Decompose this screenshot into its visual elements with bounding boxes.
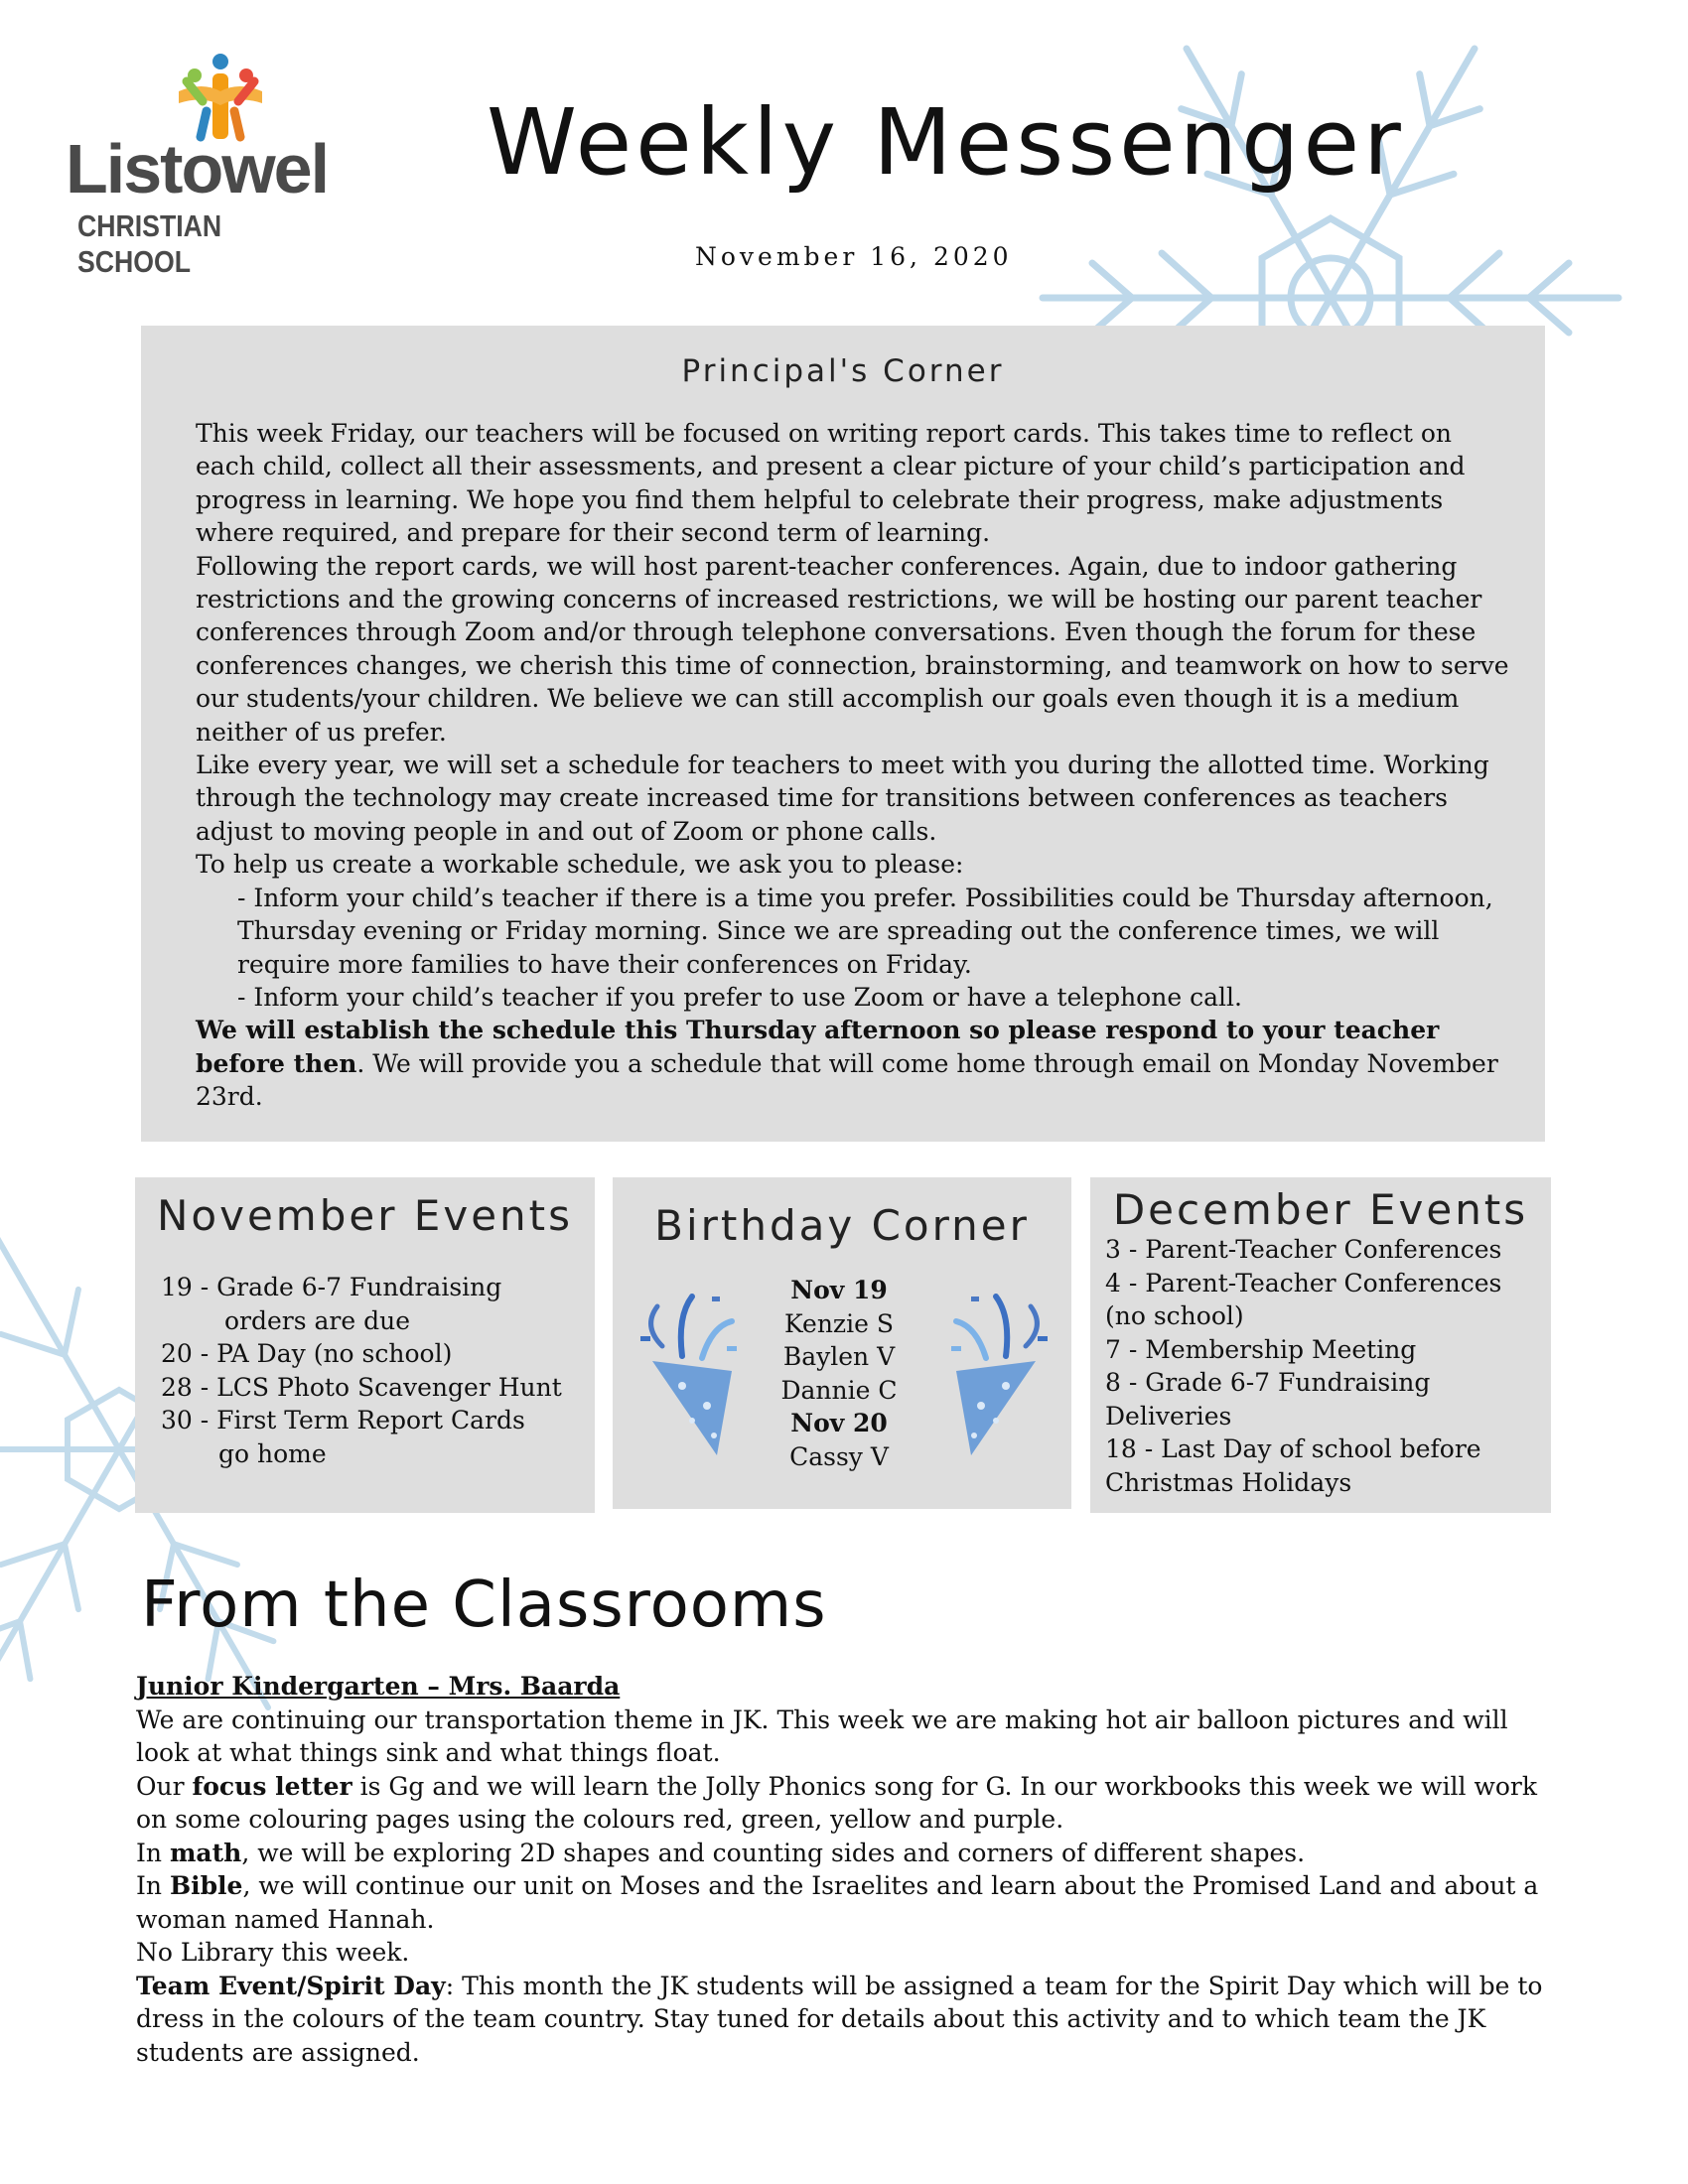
logo-name: Listowel [66,130,329,207]
principals-corner-panel [141,326,1545,1142]
principal-closing-rest: . We will provide you a schedule that will come home through email on Monday November 23rd. [196,1048,1498,1112]
november-event-line: 30 - First Term Report Cards [161,1406,525,1434]
december-events-list [1105,1233,1501,1499]
principal-closing [196,1014,1516,1113]
jk-bible: Bible [169,1871,243,1900]
december-event-line: Christmas Holidays [1105,1467,1352,1497]
birthday-date: Nov 19 [790,1276,888,1304]
birthday-list [770,1274,909,1473]
birthday-name: Kenzie S [784,1308,894,1338]
jk-line-3 [136,1837,1566,1870]
jk-line-4 [136,1869,1566,1936]
birthday-date: Nov 20 [790,1409,888,1437]
principal-paragraph-4: To help us create a workable schedule, we ask you to please: [196,850,964,880]
birthday-corner-title: Birthday Corner [654,1201,1030,1250]
principal-closing-bold: We will establish the schedule this Thursday afternoon so please respond to your teacher before then [196,1016,1440,1078]
december-events-title: December Events [1112,1185,1529,1234]
principal-paragraph-3: Like every year, we will set a schedule for teachers to meet with you during the allotted time. Working through the technology may create increased time for transitions between conferences as teachers adjust to moving people in and out of Zoom or phone calls. [196,751,1489,846]
birthday-name: Cassy V [789,1441,889,1471]
principal-paragraph-2: Following the report cards, we will host parent-teacher conferences. Again, due to indoor gathering restrictions and the growing concerns of increased restrictions, we will be hosting our parent teacher conferences through Zoom and/or through telephone conversations. Even though the forum for these conferences changes, we cherish this time of connection, brainstorming, and teamwork on how to serve our students/your children. We believe we can still accomplish our goals even though it is a medium neither of us prefer. [196,551,1509,747]
jk-focus-letter: focus letter [192,1771,352,1801]
party-popper-left-icon [633,1277,762,1465]
jk-line-5: No Library this week. [136,1938,410,1967]
classrooms-body [136,1670,1566,2069]
december-event-line: 3 - Parent-Teacher Conferences [1105,1235,1502,1264]
november-event-line: 20 - PA Day (no school) [161,1339,453,1368]
jk-spirit-day: Team Event/Spirit Day [136,1971,446,2000]
december-event-line: (no school) [1105,1301,1244,1330]
november-events-panel [135,1177,595,1513]
jk-math: math [169,1838,242,1867]
principal-bullet-1: - Inform your child’s teacher if there is a time you prefer. Possibilities could be Thursday afternoon, Thursday evening or Friday morning. Since we are spreading out the conference times, we will require more families to have their conferences on Friday. [237,883,1493,979]
december-event-line: 4 - Parent-Teacher Conferences [1105,1268,1502,1297]
november-event-line: 28 - LCS Photo Scavenger Hunt [161,1372,562,1402]
newsletter-title: Weekly Messenger [487,89,1405,196]
november-event-line: orders are due [224,1305,411,1335]
principal-bullet-2: - Inform your child’s teacher if you prefer to use Zoom or have a telephone call. [237,982,1242,1012]
jk-line-3-a: In [136,1838,170,1867]
december-events-panel [1090,1177,1551,1513]
jk-line-4-a: In [136,1871,170,1900]
newsletter-date: November 16, 2020 [695,242,1013,271]
logo-subtitle: CHRISTIAN SCHOOL [77,208,222,279]
birthday-name: Baylen V [782,1342,896,1371]
jk-line-3-c: , we will be exploring 2D shapes and counting sides and corners of different shapes. [241,1838,1306,1867]
principals-corner-body [196,417,1516,1114]
december-event-line: 7 - Membership Meeting [1105,1334,1417,1364]
jk-line-6-b: : This month the JK students will be assigned a team for the Spirit Day which will be to dress in the colours of the team country. Stay tuned for details about this activity and to which team the JK students are assigned. [136,1971,1543,2067]
december-event-line: 8 - Grade 6-7 Fundraising [1105,1368,1431,1397]
classrooms-heading: From the Classrooms [141,1569,827,1642]
jk-line-6 [136,1970,1566,2070]
party-popper-right-icon [926,1277,1055,1465]
december-event-line: 18 - Last Day of school before [1105,1434,1481,1463]
november-event-line: 19 - Grade 6-7 Fundraising [161,1273,502,1301]
jk-heading: Junior Kindergarten – Mrs. Baarda [136,1672,621,1701]
november-events-title: November Events [156,1191,574,1240]
principal-paragraph-1: This week Friday, our teachers will be focused on writing report cards. This takes time to reflect on each child, collect all their assessments, and present a clear picture of your child’s participation and progress in learning. We hope you find them helpful to celebrate their progress, make adjustments where required, and prepare for their second term of learning. [196,419,1466,548]
november-events-list [161,1271,562,1470]
jk-line-2-c: is Gg and we will learn the Jolly Phonics song for G. In our workbooks this week we will work on some colouring pages using the colours red, green, yellow and purple. [136,1771,1538,1834]
jk-line-1: We are continuing our transportation theme in JK. This week we are making hot air balloon pictures and will look at what things sink and what things float. [136,1705,1508,1767]
jk-line-4-c: , we will continue our unit on Moses and the Israelites and learn about the Promised Land and about a woman named Hannah. [136,1871,1539,1934]
november-event-line: go home [218,1438,327,1468]
school-logo [66,52,353,279]
principals-corner-title: Principal's Corner [681,353,1005,389]
jk-line-2 [136,1770,1566,1837]
birthday-corner-panel [613,1177,1071,1509]
december-event-line: Deliveries [1105,1401,1232,1431]
jk-line-2-a: Our [136,1771,193,1801]
birthday-name: Dannie C [780,1375,898,1405]
